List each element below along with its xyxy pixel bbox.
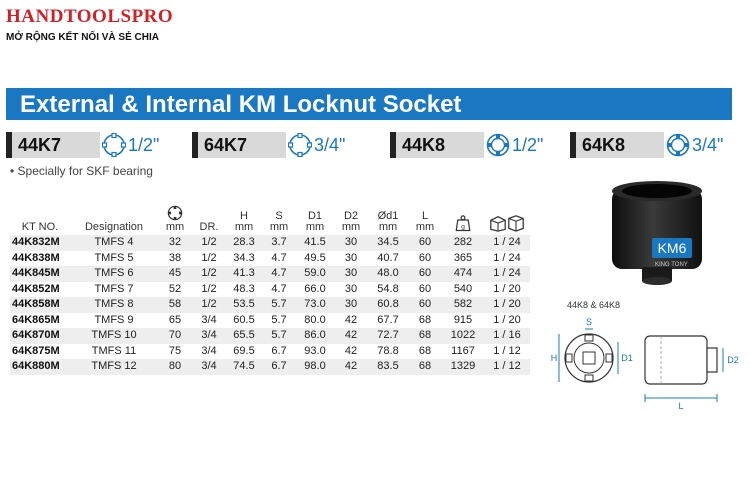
cell-dr: 3/4 [201,344,217,357]
cell-g: 915 [453,313,473,326]
cell-g: 365 [453,251,473,264]
cell-size: 45 [158,266,192,282]
cell-des: TMFS 6 [70,266,158,282]
cell-size: 75 [168,344,182,357]
variant-44k8 [390,132,550,158]
cell-s: 4.7 [271,282,287,295]
col-size [158,205,192,235]
cell-d2: 30 [344,282,358,295]
cell-dr: 1/2 [192,297,226,313]
cell-d2: 42 [344,313,358,326]
cell-size: 38 [168,251,182,264]
cell-l: 60 [408,266,442,282]
cell-g: 474 [442,266,484,282]
cell-s: 6.7 [262,359,296,375]
cell-s: 4.7 [262,266,296,282]
size-icon [167,205,183,221]
cell-dr: 1/2 [192,266,226,282]
col-d2-unit: mm [341,221,361,233]
cell-od1: 83.5 [368,359,408,375]
col-od1-label: Ød1 [377,210,399,222]
cell-s: 5.7 [262,328,296,344]
cell-od1: 67.7 [377,313,399,326]
cell-od1: 34.5 [368,235,408,251]
col-d1-unit: mm [305,221,325,233]
dim-h-label: H [550,353,558,363]
col-l [408,205,442,235]
cell-pack: 1 / 16 [484,328,530,344]
cell-d1: 86.0 [296,328,334,344]
cell-h: 41.3 [226,266,262,282]
table-row [10,344,530,360]
brand-logo[interactable]: HANDTOOLSPRO [6,6,174,27]
cell-kt: 44K832M [10,235,70,251]
cell-pack: 1 / 20 [493,282,521,295]
cell-kt: 64K870M [10,328,70,344]
cell-h: 74.5 [226,359,262,375]
cell-des: TMFS 5 [94,251,134,264]
table-row [10,313,530,329]
cell-d1: 59.0 [296,266,334,282]
cell-size: 80 [158,359,192,375]
col-s-label: S [275,210,283,222]
col-h [226,205,262,235]
cell-des: TMFS 11 [91,344,137,357]
col-od1-unit: mm [378,221,398,233]
col-dr-label: DR. [199,221,219,233]
cell-g: 1167 [451,344,475,357]
cell-d1: 66.0 [304,282,326,295]
cell-d1: 80.0 [304,313,326,326]
cell-s: 6.7 [271,344,287,357]
cell-h: 53.5 [226,297,262,313]
weight-icon [454,214,472,232]
cell-dr: 1/2 [201,282,217,295]
cell-dr: 3/4 [192,328,226,344]
cell-h: 69.5 [233,344,255,357]
cell-des: TMFS 10 [70,328,158,344]
col-l-unit: mm [415,221,435,233]
cell-dr: 1/2 [192,235,226,251]
cell-od1: 60.8 [368,297,408,313]
table-row [10,297,530,313]
variant-code: 64K7 [204,135,248,155]
col-d1 [296,205,334,235]
dim-d1-label: D1 [621,353,633,363]
table-row [10,282,530,298]
dimension-diagram [545,312,745,412]
cell-des: TMFS 7 [94,282,134,295]
cell-d2: 42 [334,359,368,375]
cell-size: 58 [158,297,192,313]
cell-d1: 93.0 [304,344,326,357]
cell-d1: 98.0 [296,359,334,375]
cell-s: 5.7 [271,313,287,326]
cell-d1: 73.0 [296,297,334,313]
col-kt-label: KT NO. [21,221,59,233]
cell-l: 60 [418,282,432,295]
cell-pack: 1 / 12 [493,344,521,357]
cell-g: 1329 [442,359,484,375]
col-size-unit: mm [165,221,185,233]
col-designation-label: Designation [84,221,144,233]
variant-64k7 [192,132,352,158]
col-h-unit: mm [234,221,254,233]
cell-d2: 30 [334,266,368,282]
title-banner [6,88,732,120]
cell-d2: 30 [344,251,358,264]
cell-g: 540 [453,282,473,295]
dim-s-label: S [585,317,593,327]
col-s [262,205,296,235]
cell-d1: 49.5 [304,251,326,264]
cell-pack: 1 / 20 [493,313,521,326]
cell-h: 34.3 [233,251,255,264]
table-row [10,328,530,344]
cell-h: 48.3 [233,282,255,295]
cell-kt: 44K845M [10,266,70,282]
cell-d2: 30 [334,297,368,313]
table-header-row [10,205,530,235]
cell-pack: 1 / 12 [484,359,530,375]
col-d2 [334,205,368,235]
col-designation [70,205,158,235]
cell-dr: 3/4 [192,359,226,375]
col-d1-label: D1 [307,210,323,222]
variant-64k8 [570,132,730,158]
cell-des: TMFS 12 [70,359,158,375]
variant-44k7 [6,132,166,158]
spec-table-body [10,235,530,375]
cell-od1: 40.7 [377,251,399,264]
col-d2-label: D2 [343,210,359,222]
variant-code: 44K7 [18,135,62,155]
cell-size: 70 [158,328,192,344]
cell-kt: 64K880M [10,359,70,375]
variant-code: 44K8 [402,135,446,155]
cell-des: TMFS 4 [70,235,158,251]
col-h-label: H [240,210,248,222]
variant-drive: 1/2" [128,135,160,155]
table-row [10,266,530,282]
cell-l: 68 [418,344,432,357]
brand-mark: KING TONY [655,262,688,268]
cell-l: 60 [418,251,432,264]
cell-size: 32 [158,235,192,251]
cell-pack: 1 / 24 [484,235,530,251]
cell-d2: 30 [334,235,368,251]
cell-size: 52 [168,282,182,295]
cell-des: TMFS 9 [94,313,134,326]
cell-h: 60.5 [233,313,255,326]
col-od1 [368,205,408,235]
cell-od1: 72.7 [368,328,408,344]
cell-d2: 42 [334,328,368,344]
cell-l: 60 [408,297,442,313]
spec-table [10,205,530,375]
cell-g: 282 [442,235,484,251]
cell-kt: 44K838M [12,251,60,264]
cell-g: 1022 [442,328,484,344]
cell-kt: 64K865M [12,313,60,326]
weight-unit: g [461,223,465,231]
variant-drive: 3/4" [692,135,724,155]
cell-l: 60 [408,235,442,251]
km-badge: KM6 [652,238,692,258]
cell-size: 65 [168,313,182,326]
external-locknut-icon [288,133,312,157]
diagram-caption: 44K8 & 64K8 [567,300,621,310]
cell-s: 5.7 [262,297,296,313]
table-row [10,235,530,251]
cell-l: 68 [408,328,442,344]
variant-drive: 1/2" [512,135,544,155]
col-s-unit: mm [269,221,289,233]
cell-h: 28.3 [226,235,262,251]
cell-l: 68 [408,359,442,375]
col-pack [484,205,530,235]
col-weight [442,205,484,235]
page-title: External & Internal KM Locknut Socket [20,91,462,118]
dim-l-label: L [678,401,684,411]
cell-od1: 54.8 [377,282,399,295]
bearing-note: • Specially for SKF bearing [10,164,153,178]
cell-pack: 1 / 24 [493,251,521,264]
dim-d2-label: D2 [727,355,739,365]
internal-locknut-icon [486,133,510,157]
cell-l: 68 [418,313,432,326]
cell-des: TMFS 8 [70,297,158,313]
col-kt [10,205,70,235]
external-locknut-icon [102,133,126,157]
cell-pack: 1 / 24 [484,266,530,282]
cell-kt: 64K875M [12,344,60,357]
cell-dr: 1/2 [201,251,217,264]
variant-code: 64K8 [582,135,626,155]
table-row [10,251,530,267]
col-l-label: L [421,210,429,222]
socket-product-image [604,175,710,295]
col-dr [192,205,226,235]
cell-od1: 78.8 [377,344,399,357]
cell-kt: 44K852M [12,282,60,295]
internal-locknut-icon [666,133,690,157]
cell-kt: 44K858M [10,297,70,313]
cell-od1: 48.0 [368,266,408,282]
brand-tagline: MỞ RỘNG KẾT NỐI VÀ SẺ CHIA [6,32,159,43]
pack-box-icon [489,214,525,232]
cell-d2: 42 [344,344,358,357]
table-row [10,359,530,375]
cell-g: 582 [442,297,484,313]
cell-h: 65.5 [226,328,262,344]
cell-s: 4.7 [271,251,287,264]
variant-drive: 3/4" [314,135,346,155]
cell-pack: 1 / 20 [484,297,530,313]
cell-dr: 3/4 [201,313,217,326]
cell-d1: 41.5 [296,235,334,251]
cell-s: 3.7 [262,235,296,251]
